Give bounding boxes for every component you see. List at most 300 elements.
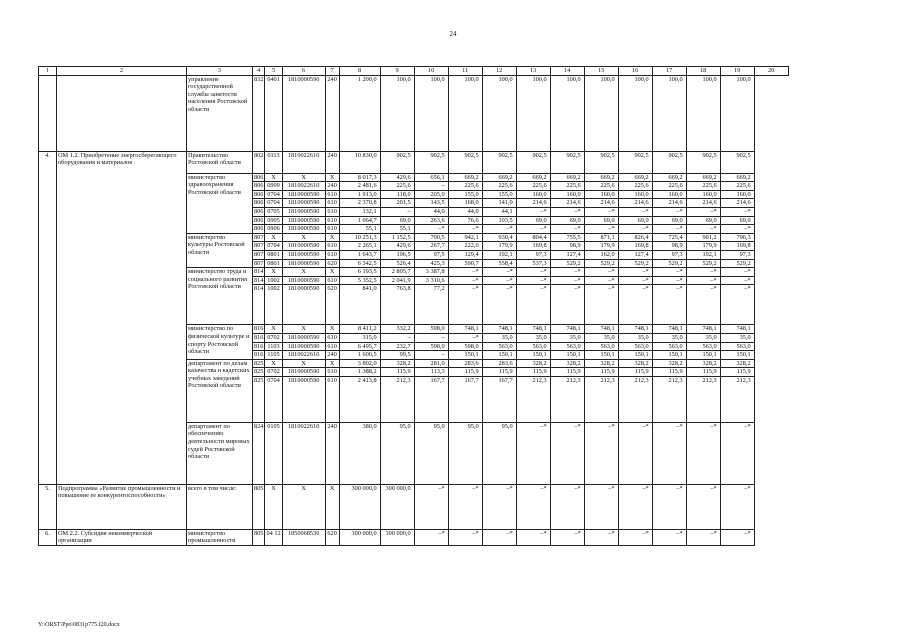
code-cell: 805 xyxy=(253,529,265,545)
code-cell: 0704 xyxy=(265,190,282,199)
amount-cell: –* xyxy=(584,484,618,529)
code-cell: 1810000590 xyxy=(282,368,325,377)
amount-cell: 755,5 xyxy=(550,233,584,242)
amount-cell: 127,4 xyxy=(550,250,584,259)
amount-cell: 167,7 xyxy=(448,376,482,422)
header-cell: 8 xyxy=(339,67,380,76)
amount-cell: 97,3 xyxy=(516,250,550,259)
amount-cell: 99,5 xyxy=(380,351,414,360)
amount-cell: 902,5 xyxy=(482,151,516,173)
amount-cell: 155,0 xyxy=(482,190,516,199)
header-cell: 5 xyxy=(265,67,282,76)
amount-cell: 69,0 xyxy=(686,216,720,225)
code-cell: 0113 xyxy=(265,151,282,173)
code-cell: 1850068530 xyxy=(282,529,325,545)
amount-cell: –* xyxy=(482,484,516,529)
code-cell: 806 xyxy=(254,207,264,215)
amount-cell: 2 413,8 xyxy=(339,376,380,422)
amount-cell: 1 200,0 xyxy=(339,75,380,151)
code-cell: 832 xyxy=(253,75,265,151)
amount-cell: 1 388,2 xyxy=(339,368,380,377)
amount-cell: 205,0 xyxy=(414,190,448,199)
amount-cell: 328,2 xyxy=(380,359,414,368)
amount-cell: –* xyxy=(652,484,686,529)
amount-cell: 6 495,7 xyxy=(339,342,380,351)
amount-cell: 429,6 xyxy=(380,242,414,251)
amount-cell: 214,6 xyxy=(584,199,618,208)
amount-cell: 902,5 xyxy=(550,151,584,173)
amount-cell: 100,0 xyxy=(618,75,652,151)
executor-cell: департамент по обеспечению деятельности мировых судей Ростовской области xyxy=(187,422,253,484)
amount-cell: 901,2 xyxy=(686,233,720,242)
amount-cell: –* xyxy=(652,276,686,285)
amount-cell: 69,0 xyxy=(720,216,754,225)
measure-name-cell xyxy=(57,75,187,151)
amount-cell: 902,5 xyxy=(516,151,550,173)
amount-cell: 69,0 xyxy=(380,216,414,225)
amount-cell: –* xyxy=(550,422,584,484)
amount-cell: 196,5 xyxy=(380,250,414,259)
code-cell: 240 xyxy=(325,75,339,151)
amount-cell: 143,5 xyxy=(414,199,448,208)
amount-cell: –* xyxy=(448,276,482,285)
amount-cell: 563,0 xyxy=(584,342,618,351)
executor-cell: министерство культуры Ростовской области xyxy=(187,233,253,267)
amount-cell: 100,0 xyxy=(686,75,720,151)
amount-cell: 725,4 xyxy=(652,233,686,242)
code-cell: 816 xyxy=(254,351,264,359)
amount-cell: 930,4 xyxy=(482,233,516,242)
amount-cell: 380,0 xyxy=(339,422,380,484)
code-cell: 1810000590 xyxy=(282,259,325,268)
amount-cell: 69,0 xyxy=(652,216,686,225)
amount-cell: 563,0 xyxy=(686,342,720,351)
amount-cell: –* xyxy=(414,529,448,545)
amount-cell: –* xyxy=(550,207,584,216)
code-cell: 0704 xyxy=(265,242,282,251)
amount-cell: 115,9 xyxy=(448,368,482,377)
amount-cell: 169,8 xyxy=(720,242,754,251)
header-cell: 7 xyxy=(325,67,339,76)
code-cell: 807 xyxy=(254,242,264,250)
code-cell: 807 xyxy=(254,250,264,258)
code-cell: 620 xyxy=(325,529,339,545)
amount-cell: 232,7 xyxy=(380,342,414,351)
amount-cell: 748,1 xyxy=(516,325,550,334)
amount-cell: 100,0 xyxy=(652,75,686,151)
amount-cell: 563,0 xyxy=(652,342,686,351)
amount-cell: 129,4 xyxy=(448,250,482,259)
amount-cell: 841,0 xyxy=(339,285,380,325)
code-cell: 807 xyxy=(254,259,264,267)
amount-cell: 826,4 xyxy=(618,233,652,242)
amount-cell: –* xyxy=(448,268,482,277)
code-cell: X xyxy=(265,268,282,277)
amount-cell: 192,1 xyxy=(482,250,516,259)
amount-cell: –* xyxy=(686,276,720,285)
code-cell: 1002 xyxy=(265,276,282,285)
code-cell: 1810000590 xyxy=(282,242,325,251)
amount-cell: 118,0 xyxy=(380,190,414,199)
amount-cell: –* xyxy=(550,225,584,234)
amount-cell: 214,6 xyxy=(686,199,720,208)
code-cell: 825 xyxy=(254,359,264,367)
amount-cell: 328,2 xyxy=(686,359,720,368)
amount-cell: –* xyxy=(720,207,754,216)
table-row xyxy=(39,151,789,173)
amount-cell: –* xyxy=(686,207,720,216)
amount-cell: 160,0 xyxy=(516,190,550,199)
amount-cell: 902,5 xyxy=(414,151,448,173)
executor-cell: управление государственной службы занятости населения Ростовской области xyxy=(187,75,253,151)
amount-cell: 225,6 xyxy=(618,182,652,191)
code-cell: 1002 xyxy=(265,285,282,325)
amount-cell: –* xyxy=(652,422,686,484)
amount-cell: 902,5 xyxy=(618,151,652,173)
amount-cell: 115,9 xyxy=(550,368,584,377)
code-cell: 0801 xyxy=(265,250,282,259)
code-cell: 0905 xyxy=(265,216,282,225)
amount-cell: 529,2 xyxy=(584,259,618,268)
amount-cell: 669,2 xyxy=(686,173,720,182)
code-cell: X xyxy=(282,484,325,529)
amount-cell: 267,7 xyxy=(414,242,448,251)
amount-cell: 69,0 xyxy=(516,216,550,225)
amount-cell: 871,1 xyxy=(584,233,618,242)
amount-cell: –* xyxy=(618,225,652,234)
amount-cell: 214,6 xyxy=(516,199,550,208)
amount-cell: 529,2 xyxy=(652,259,686,268)
amount-cell: 97,3 xyxy=(720,250,754,259)
amount-cell: 98,9 xyxy=(652,242,686,251)
code-cell: 240 xyxy=(325,351,339,360)
code-cell: 814 xyxy=(253,285,265,325)
amount-cell: 315,0 xyxy=(339,333,380,342)
header-row xyxy=(39,67,789,76)
code-cell: X xyxy=(282,268,325,277)
amount-cell: 167,7 xyxy=(482,376,516,422)
code-cell: X xyxy=(282,359,325,368)
amount-cell: –* xyxy=(720,285,754,325)
amount-cell: –* xyxy=(516,422,550,484)
code-cell: 825 xyxy=(253,376,265,422)
amount-cell: 115,9 xyxy=(618,368,652,377)
amount-cell: –* xyxy=(618,529,652,545)
amount-cell: –* xyxy=(448,484,482,529)
amount-cell: 902,5 xyxy=(720,151,754,173)
amount-cell: –* xyxy=(652,268,686,277)
amount-cell: –* xyxy=(652,529,686,545)
amount-cell: – xyxy=(380,207,414,216)
amount-cell: 214,6 xyxy=(720,199,754,208)
amount-cell: –* xyxy=(448,529,482,545)
executor-cell: всего в том числе: xyxy=(187,484,253,529)
amount-cell: –* xyxy=(550,484,584,529)
amount-cell: 97,3 xyxy=(652,250,686,259)
amount-cell: –* xyxy=(686,529,720,545)
amount-cell: 212,3 xyxy=(584,376,618,422)
amount-cell: 222,0 xyxy=(448,242,482,251)
amount-cell: 3 310,6 xyxy=(414,276,448,285)
code-cell: 610 xyxy=(325,376,339,422)
amount-cell: 748,1 xyxy=(618,325,652,334)
amount-cell: 283,6 xyxy=(482,359,516,368)
code-cell: 0702 xyxy=(265,368,282,377)
amount-cell: 150,1 xyxy=(686,351,720,360)
code-cell: 825 xyxy=(254,368,264,376)
amount-cell: –* xyxy=(482,225,516,234)
amount-cell: 150,1 xyxy=(516,351,550,360)
amount-cell: 6 193,5 xyxy=(339,268,380,277)
code-cell: 802 xyxy=(253,151,265,173)
amount-cell: 8 411,2 xyxy=(339,325,380,334)
header-cell: 3 xyxy=(187,67,253,76)
amount-cell: 160,0 xyxy=(618,190,652,199)
amount-cell: 35,0 xyxy=(652,333,686,342)
code-cell: 610 xyxy=(325,216,339,225)
amount-cell: –* xyxy=(516,529,550,545)
code-cell: 806 xyxy=(254,216,264,224)
code-cell: X xyxy=(325,359,339,368)
code-cell: X xyxy=(325,325,339,334)
amount-cell: 132,1 xyxy=(339,207,380,216)
amount-cell: 563,0 xyxy=(482,342,516,351)
code-cell: X xyxy=(265,173,282,182)
amount-cell: –* xyxy=(652,207,686,216)
code-cell: 240 xyxy=(325,422,339,484)
amount-cell: 225,6 xyxy=(652,182,686,191)
row-number-cell: 6. xyxy=(39,529,57,545)
amount-cell: 300 000,0 xyxy=(339,529,380,545)
code-cell: 1810000590 xyxy=(282,276,325,285)
measure-name-cell: Подпрограмма «Развитие промышленности и повышение ее конкурентоспособности» xyxy=(57,484,187,529)
code-cell: 610 xyxy=(325,225,339,234)
code-cell: 1103 xyxy=(265,342,282,351)
amount-cell: –* xyxy=(584,268,618,277)
measure-name-cell: ОМ 2.2. Субсидия некоммерческой организации xyxy=(57,529,187,545)
amount-cell: –* xyxy=(618,285,652,325)
amount-cell: 225,6 xyxy=(516,182,550,191)
amount-cell: 537,3 xyxy=(516,259,550,268)
amount-cell: 35,0 xyxy=(516,333,550,342)
row-number-cell xyxy=(39,75,57,151)
amount-cell: 1 913,0 xyxy=(339,190,380,199)
header-cell: 6 xyxy=(282,67,325,76)
amount-cell: 150,1 xyxy=(652,351,686,360)
amount-cell: 115,9 xyxy=(584,368,618,377)
amount-cell: 212,3 xyxy=(652,376,686,422)
amount-cell: –* xyxy=(584,225,618,234)
code-cell: 1810022610 xyxy=(282,182,325,191)
amount-cell: 10 251,3 xyxy=(339,233,380,242)
amount-cell: 35,0 xyxy=(550,333,584,342)
code-cell: 0909 xyxy=(265,182,282,191)
executor-cell: департамент по делам казачества и кадетских учебных заведений Ростовской области xyxy=(187,359,253,422)
amount-cell: 141,0 xyxy=(482,199,516,208)
code-cell: 1810000590 xyxy=(282,285,325,325)
amount-cell: 669,2 xyxy=(652,173,686,182)
table-row xyxy=(39,529,789,545)
amount-cell: 100,0 xyxy=(448,75,482,151)
amount-cell: 748,1 xyxy=(584,325,618,334)
amount-cell: 100,0 xyxy=(414,75,448,151)
amount-cell: –* xyxy=(482,285,516,325)
amount-cell: 150,1 xyxy=(584,351,618,360)
amount-cell: 429,6 xyxy=(380,173,414,182)
code-cell: 1810000590 xyxy=(282,250,325,259)
amount-cell: 2 481,6 xyxy=(339,182,380,191)
code-cell: X xyxy=(325,268,339,277)
amount-cell: –* xyxy=(686,268,720,277)
row-number-cell: 4. xyxy=(39,151,57,484)
amount-cell: – xyxy=(380,333,414,342)
amount-cell: –* xyxy=(448,285,482,325)
amount-cell: 35,0 xyxy=(686,333,720,342)
amount-cell: –* xyxy=(516,484,550,529)
code-cell: 806 xyxy=(254,225,264,233)
amount-cell: 529,2 xyxy=(686,259,720,268)
amount-cell: 95,0 xyxy=(448,422,482,484)
amount-cell: 113,3 xyxy=(414,368,448,377)
amount-cell: 179,9 xyxy=(686,242,720,251)
amount-cell: –* xyxy=(550,529,584,545)
amount-cell: 6 342,5 xyxy=(339,259,380,268)
amount-cell: 225,6 xyxy=(448,182,482,191)
amount-cell: 328,2 xyxy=(720,359,754,368)
amount-cell: 529,2 xyxy=(720,259,754,268)
amount-cell: –* xyxy=(618,268,652,277)
code-cell: 1810000590 xyxy=(282,225,325,234)
amount-cell: 748,1 xyxy=(652,325,686,334)
table-row xyxy=(39,75,789,151)
amount-cell: 35,0 xyxy=(584,333,618,342)
amount-cell: 790,5 xyxy=(414,233,448,242)
amount-cell: 425,3 xyxy=(414,259,448,268)
code-cell: 610 xyxy=(325,333,339,342)
amount-cell: –* xyxy=(720,276,754,285)
executor-cell: министерство здравоохранения Ростовской области xyxy=(187,173,253,233)
header-cell: 2 xyxy=(57,67,187,76)
code-cell: 0401 xyxy=(265,75,282,151)
code-cell: X xyxy=(265,359,282,368)
amount-cell: 529,2 xyxy=(618,259,652,268)
amount-cell: –* xyxy=(516,207,550,216)
amount-cell: 590,7 xyxy=(448,259,482,268)
table-row xyxy=(39,484,789,529)
amount-cell: 558,4 xyxy=(482,259,516,268)
amount-cell: –* xyxy=(550,276,584,285)
code-cell: 610 xyxy=(325,190,339,199)
amount-cell: 2 265,1 xyxy=(339,242,380,251)
amount-cell: 1 600,5 xyxy=(339,351,380,360)
amount-cell: 748,1 xyxy=(686,325,720,334)
amount-cell: 100,0 xyxy=(516,75,550,151)
amount-cell: 212,3 xyxy=(516,376,550,422)
amount-cell: –* xyxy=(618,422,652,484)
amount-cell: 103,5 xyxy=(482,216,516,225)
amount-cell: 598,0 xyxy=(414,325,448,334)
amount-cell: –* xyxy=(652,285,686,325)
amount-cell: –* xyxy=(584,276,618,285)
amount-cell: 35,0 xyxy=(482,333,516,342)
amount-cell: 300 000,0 xyxy=(380,529,414,545)
amount-cell: –* xyxy=(686,225,720,234)
amount-cell: –* xyxy=(720,268,754,277)
code-cell: X xyxy=(325,173,339,182)
amount-cell: –* xyxy=(618,484,652,529)
code-cell: 240 xyxy=(325,182,339,191)
code-cell: X xyxy=(282,325,325,334)
amount-cell: 526,4 xyxy=(380,259,414,268)
amount-cell: 69,0 xyxy=(618,216,652,225)
amount-cell: –* xyxy=(414,484,448,529)
code-cell: 1810000590 xyxy=(282,75,325,151)
code-cell: 0704 xyxy=(265,376,282,422)
amount-cell: 804,4 xyxy=(516,233,550,242)
amount-cell: 1 643,7 xyxy=(339,250,380,259)
amount-cell: 55,1 xyxy=(339,225,380,234)
amount-cell: 201,5 xyxy=(380,199,414,208)
amount-cell: 748,1 xyxy=(482,325,516,334)
amount-cell: 669,2 xyxy=(584,173,618,182)
amount-cell: 162,0 xyxy=(584,250,618,259)
budget-table xyxy=(38,66,789,546)
amount-cell: –* xyxy=(584,529,618,545)
executor-cell: министерство промышленности xyxy=(187,529,253,545)
code-cell: 806 xyxy=(254,182,264,190)
amount-cell: 225,6 xyxy=(482,182,516,191)
amount-cell: 212,3 xyxy=(618,376,652,422)
header-cell: 19 xyxy=(720,67,754,76)
amount-cell: 598,0 xyxy=(448,342,482,351)
amount-cell: –* xyxy=(482,529,516,545)
code-cell: 0702 xyxy=(265,333,282,342)
amount-cell: –* xyxy=(686,422,720,484)
amount-cell: 563,0 xyxy=(618,342,652,351)
amount-cell: 115,9 xyxy=(720,368,754,377)
amount-cell: 263,6 xyxy=(414,216,448,225)
code-cell: 0704 xyxy=(265,199,282,208)
code-cell: 04 12 xyxy=(265,529,282,545)
code-cell: 806 xyxy=(254,173,264,181)
amount-cell: 563,0 xyxy=(720,342,754,351)
amount-cell: 115,9 xyxy=(482,368,516,377)
amount-cell: 300 000,0 xyxy=(339,484,380,529)
amount-cell: 225,6 xyxy=(686,182,720,191)
code-cell: 805 xyxy=(253,484,265,529)
amount-cell: 8 017,3 xyxy=(339,173,380,182)
code-cell: X xyxy=(282,233,325,242)
page-number: 24 xyxy=(449,30,457,38)
code-cell: 620 xyxy=(325,259,339,268)
amount-cell: 656,1 xyxy=(414,173,448,182)
amount-cell: –* xyxy=(686,285,720,325)
amount-cell: 214,6 xyxy=(618,199,652,208)
amount-cell: 328,2 xyxy=(550,359,584,368)
amount-cell: 328,2 xyxy=(618,359,652,368)
amount-cell: –* xyxy=(618,276,652,285)
amount-cell: –* xyxy=(720,225,754,234)
code-cell: X xyxy=(265,325,282,334)
code-cell: X xyxy=(265,233,282,242)
amount-cell: 115,9 xyxy=(516,368,550,377)
amount-cell: –* xyxy=(550,285,584,325)
amount-cell: 598,0 xyxy=(414,342,448,351)
amount-cell: 212,3 xyxy=(550,376,584,422)
amount-cell: –* xyxy=(618,207,652,216)
amount-cell: 328,2 xyxy=(516,359,550,368)
amount-cell: 212,3 xyxy=(686,376,720,422)
